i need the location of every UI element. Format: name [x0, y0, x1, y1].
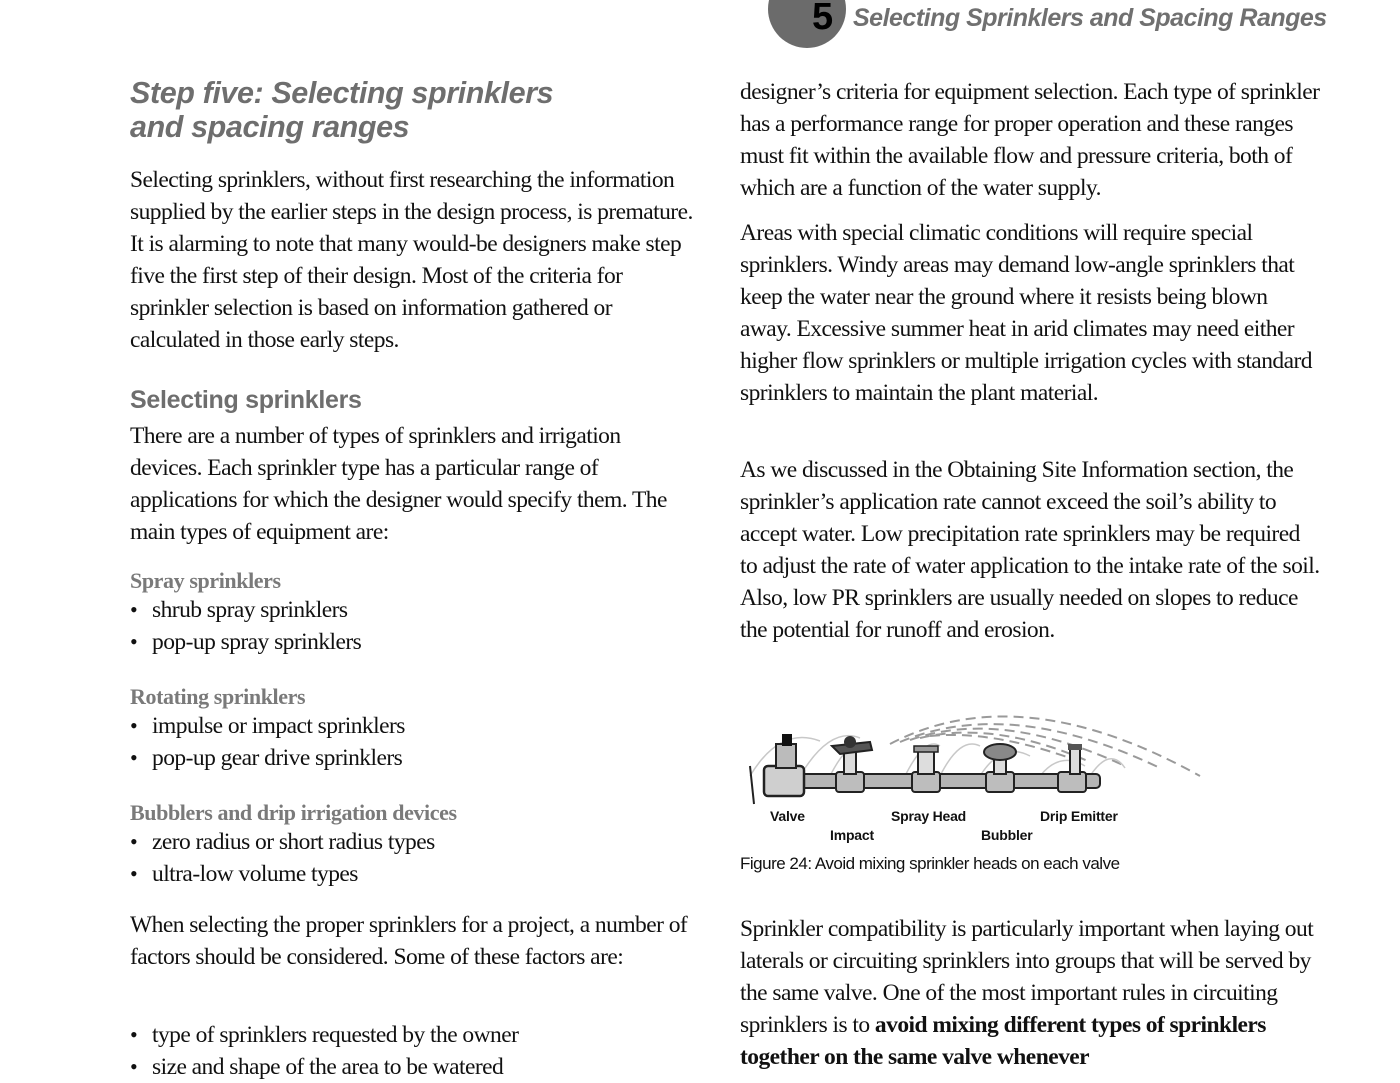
label-bubbler: Bubbler [981, 827, 1033, 843]
rotating-group [130, 684, 690, 774]
chapter-badge [768, 0, 846, 48]
figure-caption: Figure 24: Avoid mixing sprinkler heads on each valve [740, 854, 1120, 873]
para4-text: Sprinkler compatibility is particularly important when laying out laterals or circuiting sprinklers into groups that will be served by the same valve. One of the most important rules in circuiting sprinklers is to [740, 916, 1314, 1038]
label-valve: Valve [770, 808, 805, 824]
right-paragraph-4 [740, 913, 1320, 1073]
section-heading: Selecting sprinklers [130, 386, 362, 414]
chapter-title: Selecting Sprinklers and Spacing Ranges [853, 4, 1327, 32]
list-item: • zero radius or short radius types [130, 826, 690, 858]
list-item: • shrub spray sprinklers [130, 594, 690, 626]
group-heading: Bubblers and drip irrigation devices [130, 800, 457, 825]
spray-group [130, 568, 690, 658]
label-impact: Impact [830, 827, 874, 843]
intro-paragraph: Selecting sprinklers, without first researching the information supplied by the earlier steps in the design process, is premature. It is alarming to note that many would-be designers make step five the first step of their design. Most of the criteria for sprinkler selection is based on information gathered or calculated in those early steps. [130, 167, 693, 353]
bullet-list [130, 594, 690, 658]
step-title [130, 76, 690, 144]
factors-list [130, 1019, 690, 1083]
valve-sprinkler-illustration [740, 686, 1220, 811]
list-item: • pop-up gear drive sprinklers [130, 742, 690, 774]
chapter-number: 5 [812, 0, 834, 38]
bubblers-group [130, 800, 690, 890]
sprinkler-figure [740, 686, 1220, 856]
list-item: • pop-up spray sprinklers [130, 626, 690, 658]
bullet-list [130, 826, 690, 890]
label-drip-emitter: Drip Emitter [1040, 808, 1118, 824]
list-item: • type of sprinklers requested by the owner [130, 1019, 690, 1051]
step-title-line1: Step five: Selecting sprinklers [130, 76, 554, 110]
label-spray-head: Spray Head [891, 808, 967, 824]
bullet-list [130, 710, 690, 774]
group-heading: Spray sprinklers [130, 568, 281, 593]
group-heading: Rotating sprinklers [130, 684, 306, 709]
step-title-line2: and spacing ranges [130, 110, 410, 144]
list-item: • impulse or impact sprinklers [130, 710, 690, 742]
list-item: • size and shape of the area to be watered [130, 1051, 690, 1083]
list-item: • ultra-low volume types [130, 858, 690, 890]
right-paragraph-1: designer’s criteria for equipment selection. Each type of sprinkler has a performance range for proper operation and these ranges must fit within the available flow and pressure criteria, both of which are a function of the water supply. [740, 79, 1320, 201]
para4-bold-text: avoid mixing different types of sprinklers together on the same valve whenever [740, 1012, 1266, 1070]
right-paragraph-3: As we discussed in the Obtaining Site Information section, the sprinkler’s application rate cannot exceed the soil’s ability to accept water. Low precipitation rate sprinklers may be required to adjust the rate of water application to the intake rate of the soil. Also, low PR sprinklers are usually needed on slopes to reduce the potential for runoff and erosion. [740, 457, 1320, 643]
right-paragraph-2: Areas with special climatic conditions will require special sprinklers. Windy areas may demand low-angle sprinklers that keep the water near the ground where it resists being blown away. Excessive summer heat in arid climates may need either higher flow sprinklers or multiple irrigation cycles with standard sprinklers to maintain the plant material. [740, 220, 1312, 406]
section-paragraph: There are a number of types of sprinklers and irrigation devices. Each sprinkler type has a particular range of applications for which the designer would specify them. The main types of equipment are: [130, 423, 667, 545]
factors-paragraph: When selecting the proper sprinklers for a project, a number of factors should be considered. Some of these factors are: [130, 912, 688, 970]
